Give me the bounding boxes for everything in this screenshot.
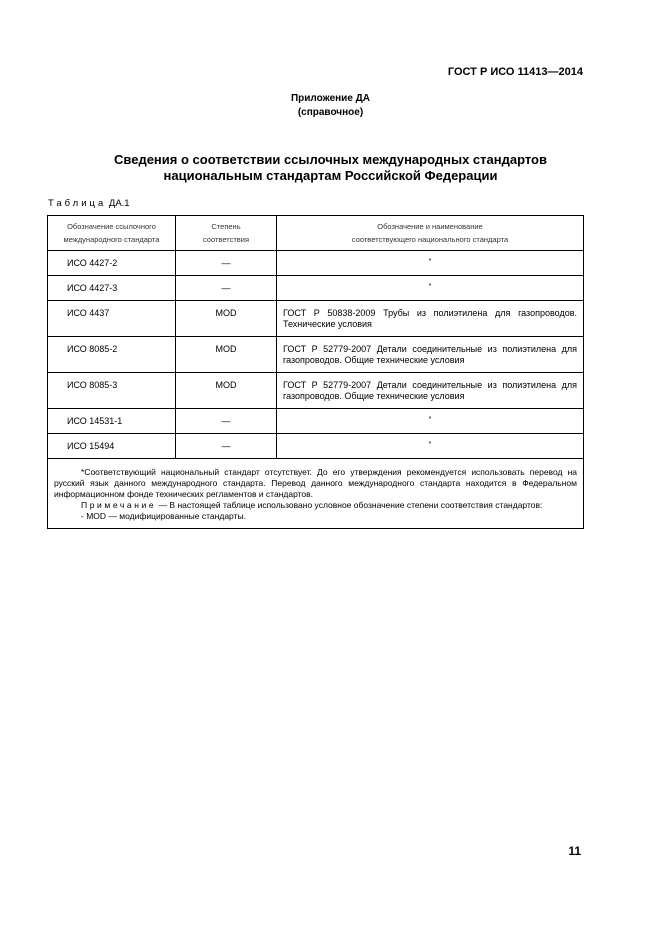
note-item: - MOD — модифицированные стандарты.	[81, 511, 246, 521]
table-row	[48, 373, 584, 409]
cell-degree: MOD	[176, 337, 277, 373]
cell-national: *	[277, 434, 584, 459]
annex-subtitle: (справочное)	[297, 107, 364, 118]
cell-degree: —	[176, 251, 277, 276]
cell-national: *	[277, 276, 584, 301]
table-row	[48, 301, 584, 337]
document-code: ГОСТ Р ИСО 11413—2014	[447, 66, 583, 78]
header-degree: Степень соответствия	[176, 216, 277, 251]
table-caption-prefix: Таблица	[48, 198, 107, 209]
annex-heading	[0, 92, 661, 120]
cell-national: *	[277, 409, 584, 434]
cell-national: *	[277, 251, 584, 276]
note-paragraph	[54, 500, 577, 511]
correspondence-table	[47, 215, 584, 529]
table-row	[48, 276, 584, 301]
table-row	[48, 337, 584, 373]
annex-title: Приложение ДА	[290, 93, 371, 104]
cell-degree: —	[176, 409, 277, 434]
cell-reference: ИСО 4427-2	[48, 251, 176, 276]
note-text: — В настоящей таблице использовано условное обозначение степени соответствия стандартов:	[156, 500, 543, 510]
section-title-line1: Сведения о соответствии ссылочных международных стандартов	[114, 152, 547, 167]
table-caption-number: ДА.1	[108, 198, 130, 209]
table-row	[48, 409, 584, 434]
cell-national: ГОСТ Р 50838-2009 Трубы из полиэтилена для газопроводов. Технические условия	[277, 301, 584, 337]
cell-reference: ИСО 8085-2	[48, 337, 176, 373]
cell-degree: —	[176, 276, 277, 301]
cell-national: ГОСТ Р 52779-2007 Детали соединительные из полиэтилена для газопроводов. Общие технические условия	[277, 337, 584, 373]
header-national: Обозначение и наименование соответствующего национального стандарта	[277, 216, 584, 251]
table-footnote-cell	[48, 459, 584, 529]
table-header-row	[48, 216, 584, 251]
section-title-line2: национальным стандартам Российской Федерации	[163, 168, 498, 183]
cell-reference: ИСО 8085-3	[48, 373, 176, 409]
cell-reference: ИСО 14531-1	[48, 409, 176, 434]
header-reference: Обозначение ссылочного международного стандарта	[48, 216, 176, 251]
cell-degree: —	[176, 434, 277, 459]
cell-reference: ИСО 15494	[48, 434, 176, 459]
table-footnote-row	[48, 459, 584, 529]
section-title	[0, 152, 661, 184]
page-number: 11	[568, 844, 581, 858]
cell-reference: ИСО 4427-3	[48, 276, 176, 301]
table-row	[48, 251, 584, 276]
cell-degree: MOD	[176, 373, 277, 409]
cell-reference: ИСО 4437	[48, 301, 176, 337]
cell-national: ГОСТ Р 52779-2007 Детали соединительные из полиэтилена для газопроводов. Общие технические условия	[277, 373, 584, 409]
note-label: Примечание	[81, 500, 157, 510]
footnote-text: *Соответствующий национальный стандарт отсутствует. До его утверждения рекомендуется использовать перевод на русский язык данного международного стандарта. Перевод данного международного стандарта находится в Федеральном информационном фонде технических регламентов и стандартов.	[54, 467, 577, 499]
table-caption	[48, 198, 130, 209]
table-row	[48, 434, 584, 459]
cell-degree: MOD	[176, 301, 277, 337]
